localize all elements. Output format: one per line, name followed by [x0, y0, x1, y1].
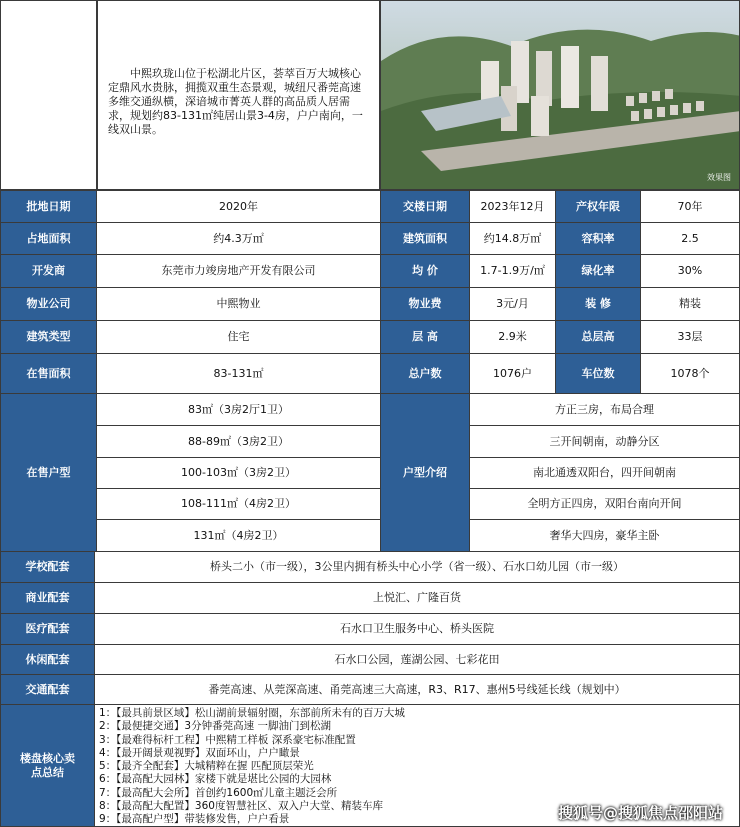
row-label: 层 高	[380, 320, 470, 354]
unit-desc: 方正三房，布局合理	[469, 393, 740, 426]
row-label: 建筑类型	[0, 320, 97, 354]
row-value: 1076户	[469, 353, 556, 394]
watermark-text: 搜狐号@搜狐焦点邵阳站	[557, 803, 723, 822]
unit-desc: 奢华大四房，豪华主卧	[469, 519, 740, 552]
row-label: 总层高	[555, 320, 641, 354]
image-caption: 效果图	[707, 173, 731, 182]
amenity-label: 休闲配套	[0, 644, 95, 675]
row-label: 容积率	[555, 222, 641, 255]
units-label: 在售户型	[0, 393, 97, 552]
row-value: 1078个	[640, 353, 740, 394]
selling-points-label	[0, 704, 95, 827]
row-label: 物业费	[380, 287, 470, 321]
row-label: 占地面积	[0, 222, 97, 255]
units-intro-label: 户型介绍	[380, 393, 470, 552]
row-label: 装 修	[555, 287, 641, 321]
row-label: 车位数	[555, 353, 641, 394]
row-label: 批地日期	[0, 190, 97, 223]
row-value: 中熙物业	[96, 287, 381, 321]
amenity-label: 商业配套	[0, 582, 95, 614]
selling-point: 1：【最具前景区域】松山湖前景辐射圈，东部前所未有的百万大城	[99, 707, 405, 719]
row-value: 2023年12月	[469, 190, 556, 223]
row-label: 均 价	[380, 254, 470, 288]
row-value: 33层	[640, 320, 740, 354]
unit-type: 100-103㎡（3房2卫）	[96, 457, 381, 489]
amenity-label: 交通配套	[0, 674, 95, 705]
rendering-illustration	[381, 1, 740, 190]
row-value: 东莞市力竣房地产开发有限公司	[96, 254, 381, 288]
amenity-label: 医疗配套	[0, 613, 95, 645]
project-intro-text: 中熙玖珑山位于松湖北片区，荟萃百万大城核心 定鼎风水贵脉，拥揽双重生态景观，城纽尺番莞高速 多维交通纵横，深谙城市菁英人群的高品质人居需求，规划约83-131㎡纯居山景3-4房，户户南向，一线双山景。	[108, 67, 363, 136]
row-value: 1.7-1.9万/㎡	[469, 254, 556, 288]
row-value: 2.5	[640, 222, 740, 255]
row-value: 2020年	[96, 190, 381, 223]
row-value: 约14.8万㎡	[469, 222, 556, 255]
project-rendering-image	[380, 0, 740, 190]
project-intro	[97, 0, 380, 190]
row-label: 绿化率	[555, 254, 641, 288]
unit-desc: 全明方正四房，双阳台南向开间	[469, 488, 740, 520]
row-label: 物业公司	[0, 287, 97, 321]
selling-point: 2：【最便捷交通】3分钟番莞高速 一脚油门到松湖	[99, 720, 331, 733]
row-value: 2.9米	[469, 320, 556, 354]
amenity-value: 上悦汇、广隆百货	[94, 582, 740, 614]
selling-point: 5：【最齐全配套】大城精粹在握 匹配顶层荣光	[99, 760, 314, 773]
amenity-value: 桥头二小（市一级），3公里内拥有桥头中心小学（省一级）、石水口幼儿园（市一级）	[94, 551, 740, 583]
row-label: 总户数	[380, 353, 470, 394]
row-label: 开发商	[0, 254, 97, 288]
amenity-value: 石水口公园，莲湖公园、七彩花田	[94, 644, 740, 675]
unit-desc: 南北通透双阳台，四开间朝南	[469, 457, 740, 489]
row-label: 在售面积	[0, 353, 97, 394]
row-label: 产权年限	[555, 190, 641, 223]
row-value: 70年	[640, 190, 740, 223]
row-label: 交楼日期	[380, 190, 470, 223]
selling-point: 3：【最难得标杆工程】中熙精工样板 深系豪宅标准配置	[99, 733, 356, 746]
unit-desc: 三开间朝南，动静分区	[469, 425, 740, 458]
watermark	[540, 804, 723, 820]
amenity-label: 学校配套	[0, 551, 95, 583]
top-left-blank	[0, 0, 97, 190]
row-value: 精装	[640, 287, 740, 321]
amenity-value: 番莞高速、从莞深高速、甬莞高速三大高速，R3、R17、惠州5号线延长线（规划中）	[94, 674, 740, 705]
selling-point: 8：【最高配大配置】360度智慧社区、双入户大堂、精装车库	[99, 800, 383, 813]
row-value: 30%	[640, 254, 740, 288]
row-value: 约4.3万㎡	[96, 222, 381, 255]
selling-points-label-text: 楼盘核心卖点总结	[20, 751, 75, 779]
row-label: 建筑面积	[380, 222, 470, 255]
row-value: 83-131㎡	[96, 353, 381, 394]
selling-point: 6：【最高配大园林】家楼下就是堪比公园的大园林	[99, 773, 332, 786]
selling-point: 9：【最高配户型】带装修发售，户户看景	[99, 813, 290, 826]
unit-type: 83㎡（3房2厅1卫）	[96, 393, 381, 426]
selling-point: 4：【最开阔景观视野】双面环山，户户瞰景	[99, 746, 300, 759]
selling-point: 7：【最高配大会所】首创约1600㎡儿童主题泛会所	[99, 786, 338, 799]
unit-type: 88-89㎡（3房2卫）	[96, 425, 381, 458]
unit-type: 108-111㎡（4房2卫）	[96, 488, 381, 520]
row-value: 3元/月	[469, 287, 556, 321]
selling-points-list	[94, 704, 740, 827]
unit-type: 131㎡（4房2卫）	[96, 519, 381, 552]
sohu-logo-icon	[540, 804, 556, 820]
amenity-value: 石水口卫生服务中心、桥头医院	[94, 613, 740, 645]
row-value: 住宅	[96, 320, 381, 354]
